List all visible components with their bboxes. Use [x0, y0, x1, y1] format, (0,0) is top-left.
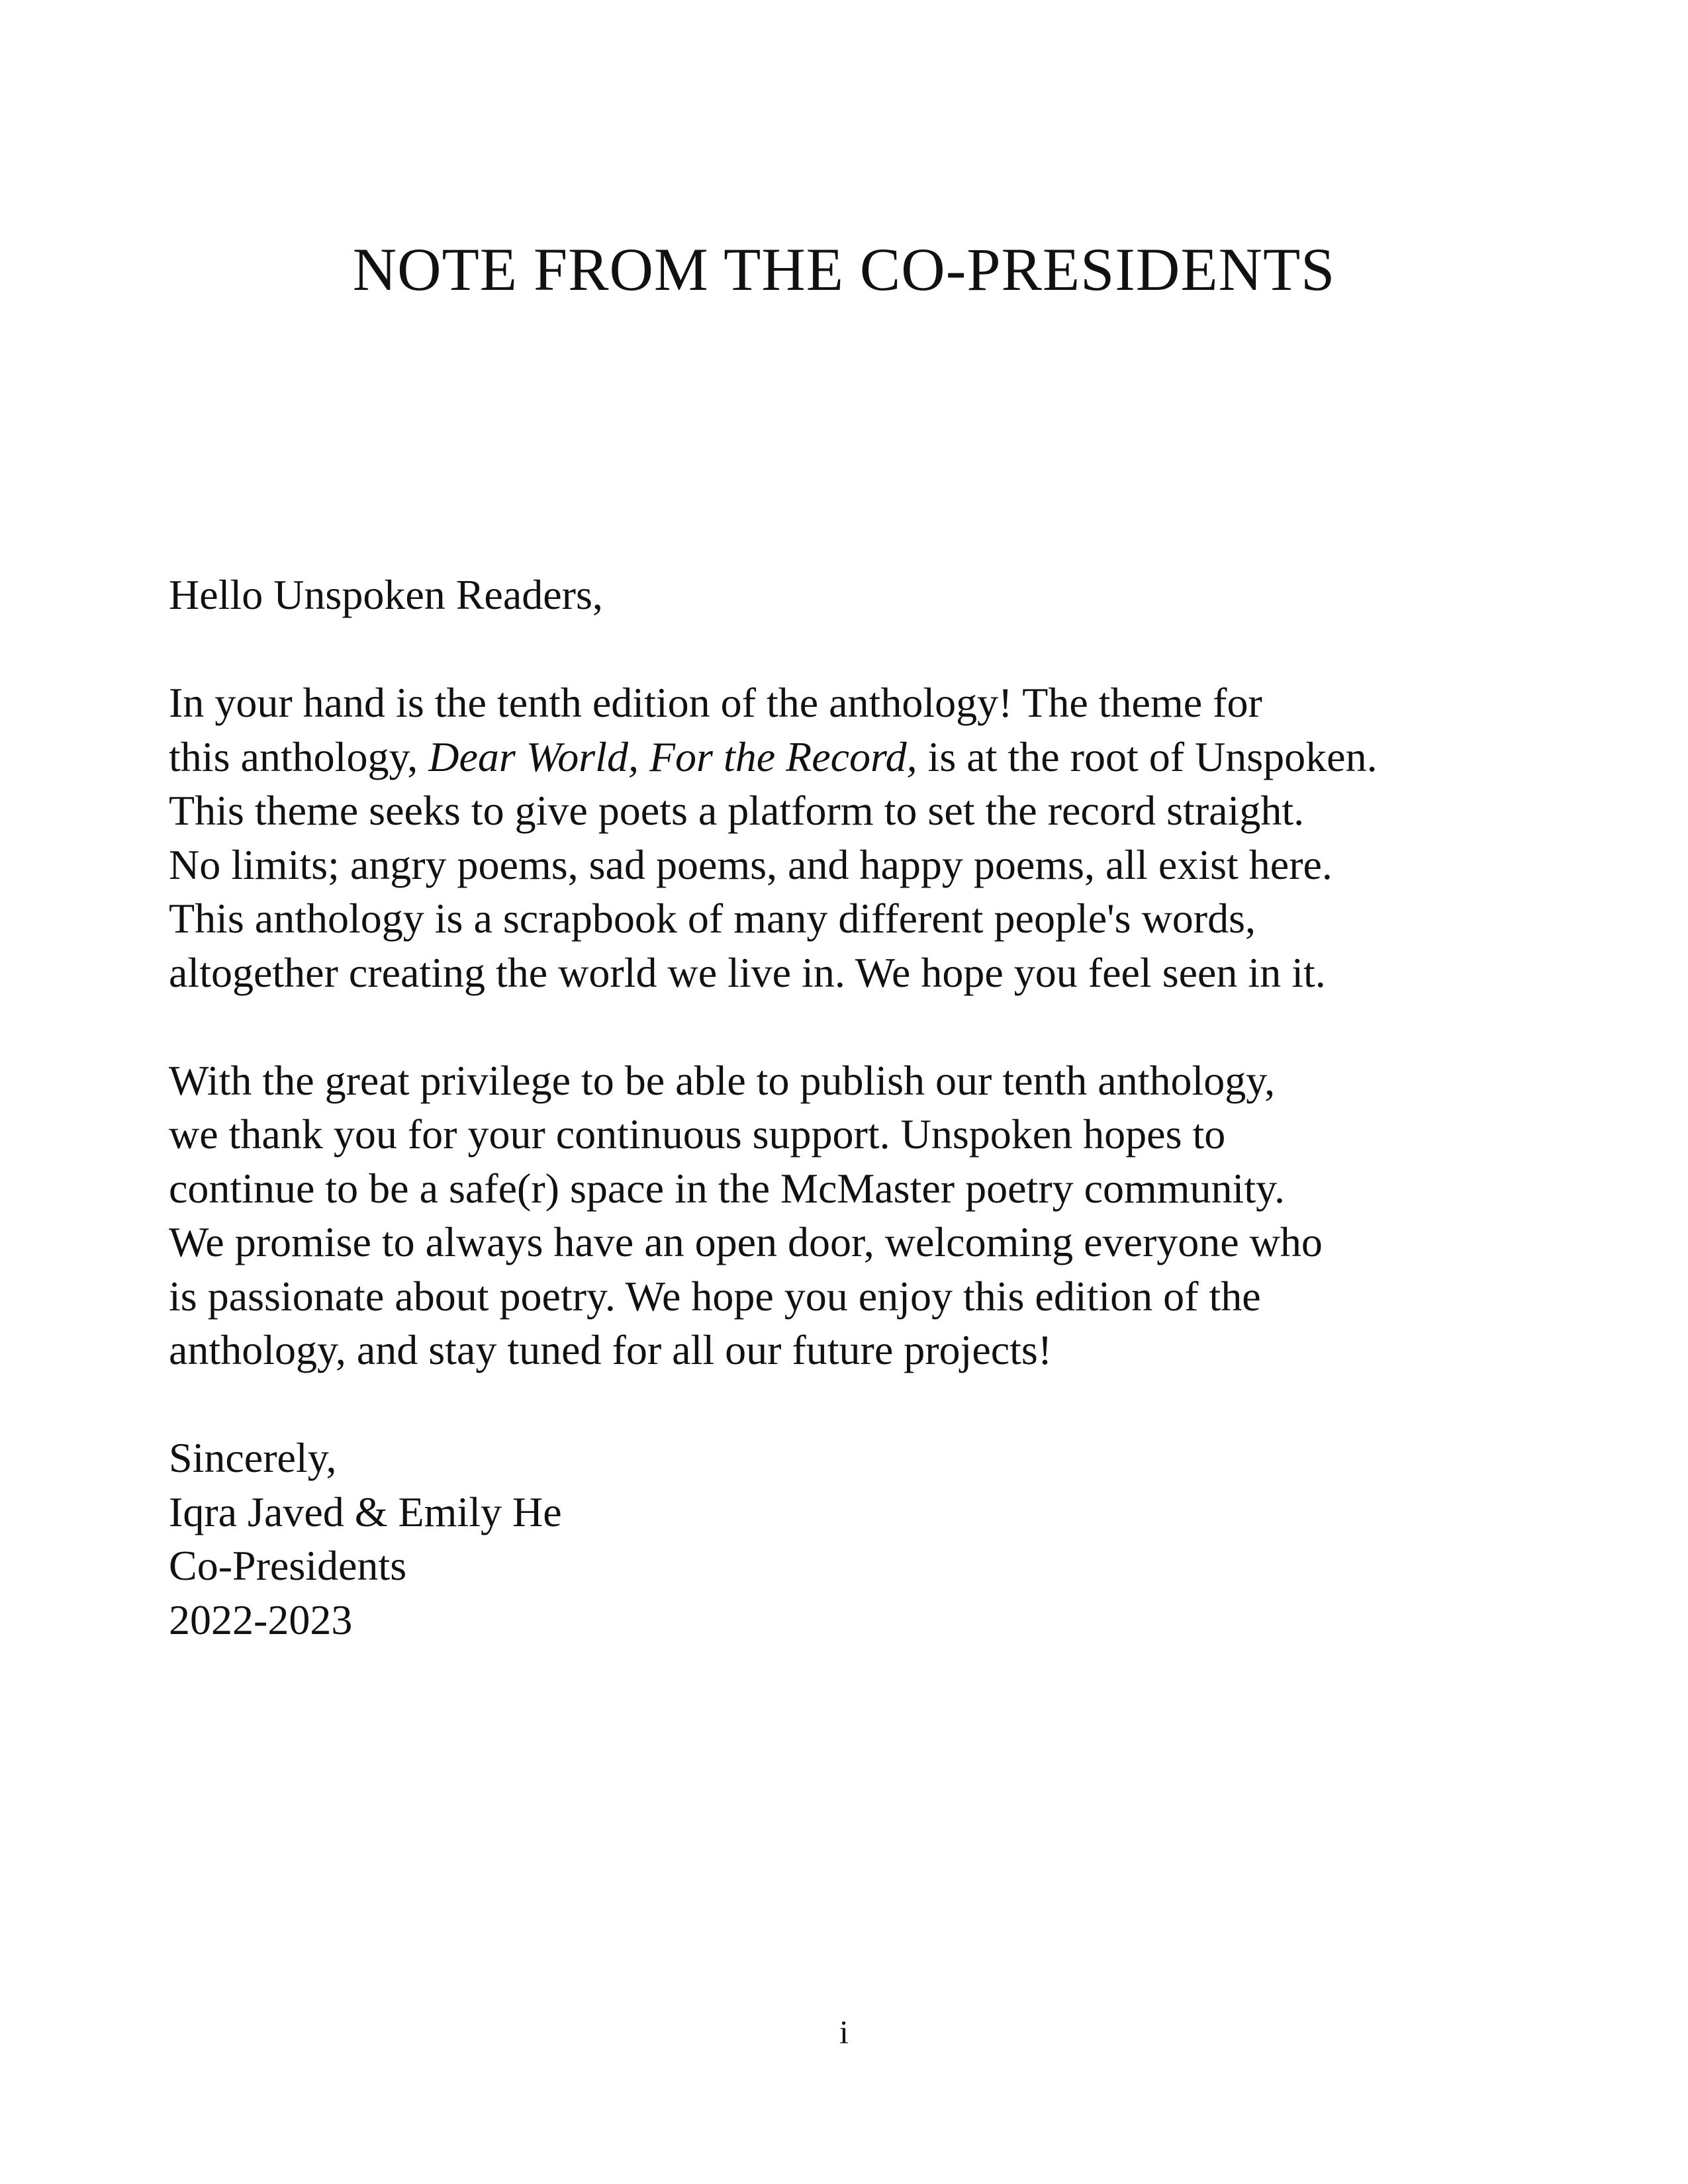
- text-line: This anthology is a scrapbook of many different people's words,: [169, 895, 1256, 942]
- text-line: we thank you for your continuous support. Unspoken hopes to: [169, 1111, 1226, 1158]
- paragraph-intro: [169, 676, 1546, 999]
- paragraph-gap: [169, 622, 1546, 676]
- text-line: With the great privilege to be able to publish our tenth anthology,: [169, 1056, 1276, 1104]
- text-line: This theme seeks to give poets a platform to set the record straight.: [169, 787, 1305, 834]
- text-fragment: is at the root of Unspoken.: [917, 733, 1378, 780]
- paragraph-gap: [169, 1377, 1546, 1432]
- closing: Sincerely,: [169, 1434, 337, 1481]
- signatory-term: 2022-2023: [169, 1596, 353, 1643]
- greeting: Hello Unspoken Readers,: [169, 571, 603, 618]
- paragraph-gap: [169, 999, 1546, 1054]
- text-line: [169, 730, 1546, 784]
- anthology-theme-title: Dear World, For the Record,: [428, 733, 917, 780]
- text-line: continue to be a safe(r) space in the McMaster poetry community.: [169, 1164, 1285, 1212]
- text-line: No limits; angry poems, sad poems, and happy poems, all exist here.: [169, 841, 1333, 888]
- signatory-names: Iqra Javed & Emily He: [169, 1488, 562, 1535]
- text-line: altogether creating the world we live in. We hope you feel seen in it.: [169, 948, 1326, 996]
- text-line: We promise to always have an open door, welcoming everyone who: [169, 1218, 1323, 1265]
- text-line: is passionate about poetry. We hope you enjoy this edition of the: [169, 1272, 1261, 1320]
- paragraph-thanks: [169, 1054, 1546, 1377]
- page-number: i: [839, 2013, 849, 2050]
- letter-body: [169, 568, 1546, 1647]
- page-title: NOTE FROM THE CO-PRESIDENTS: [352, 236, 1336, 303]
- text-line: In your hand is the tenth edition of the anthology! The theme for: [169, 679, 1262, 726]
- signatory-role: Co-Presidents: [169, 1542, 407, 1589]
- text-line: anthology, and stay tuned for all our future projects!: [169, 1326, 1053, 1373]
- signoff-block: [169, 1431, 1546, 1647]
- text-fragment: this anthology,: [169, 733, 429, 780]
